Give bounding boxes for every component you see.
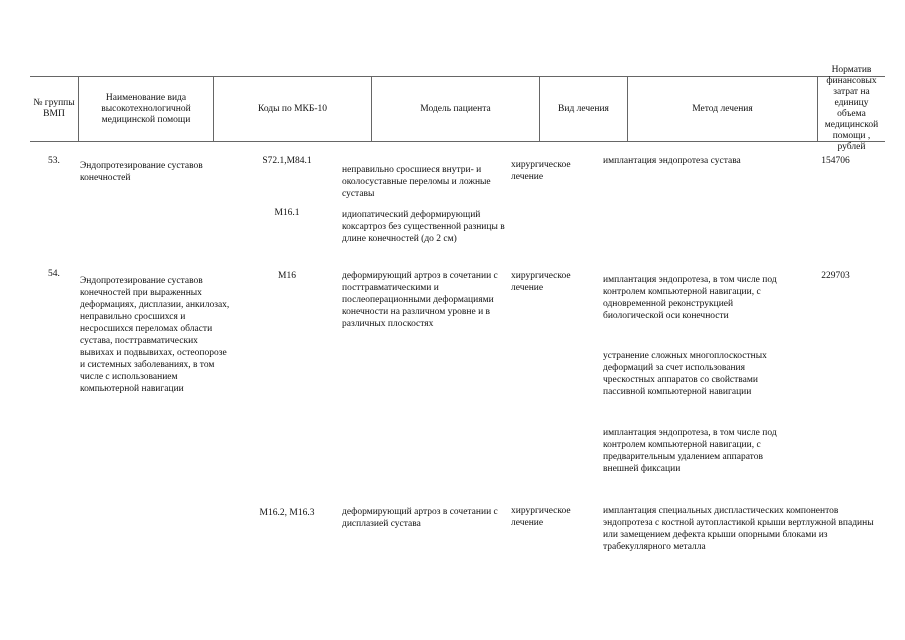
treatment-method: имплантация специальных диспластических компонентов эндопротеза с костной аутопластикой крыши вертлужной впадины или замещением дефекта крыши опорными блоками из трабекуллярного металла bbox=[603, 506, 874, 552]
treatment-method: устранение сложных многоплоскостных деформаций за счет использования чрескостных аппаратов со свойствами пассивной компьютерной навигации bbox=[603, 351, 767, 397]
patient-model: идиопатический деформирующий коксартроз без существенной разницы в длине конечностей (до 2 см) bbox=[342, 210, 505, 244]
header-cost-norm: Норматив финансовых затрат на единицу объема медицинской помощи , рублей bbox=[817, 77, 885, 141]
icd-code: M16.2, M16.3 bbox=[259, 508, 315, 518]
icd-code: M16.1 bbox=[274, 208, 300, 218]
header-patient-model: Модель пациента bbox=[371, 77, 539, 141]
care-name: Эндопротезирование суставов конечностей при выраженных деформациях, дисплазии, анкилозах, неправильно сросшихся и несросшихся переломах области сустава, посттравматических вывихах и подвывихах, остеопорозе и системных заболеваниях, в том числе с использованием компьютерной навигации bbox=[80, 276, 230, 394]
header-group-number: № группы ВМП bbox=[33, 98, 75, 119]
header-icd-codes: Коды по МКБ-10 bbox=[213, 77, 371, 141]
header-treatment-method: Метод лечения bbox=[627, 77, 817, 141]
icd-code: M16 bbox=[278, 271, 296, 281]
table-header bbox=[30, 65, 885, 152]
patient-model: деформирующий артроз в сочетании с дисплазией сустава bbox=[342, 507, 498, 529]
cost-norm: 154706 bbox=[821, 156, 850, 166]
treatment-type: хирургическое лечение bbox=[511, 271, 571, 293]
cost-norm: 229703 bbox=[821, 271, 850, 281]
header-care-name: Наименование вида высокотехнологичной медицинской помощи bbox=[78, 77, 213, 141]
patient-model: неправильно сросшиеся внутри- и околосуставные переломы и ложные суставы bbox=[342, 165, 491, 199]
treatment-type: хирургическое лечение bbox=[511, 160, 571, 182]
treatment-method: имплантация эндопротеза, в том числе под контролем компьютерной навигации, с предварительным удалением аппаратов внешней фиксации bbox=[603, 428, 777, 474]
icd-code: S72.1,M84.1 bbox=[262, 156, 312, 166]
row-number: 54. bbox=[48, 269, 60, 279]
patient-model: деформирующий артроз в сочетании с посттравматическими и послеоперационными деформациями конечности на различном уровне и в различных плоскостях bbox=[342, 271, 498, 329]
header-treatment-type: Вид лечения bbox=[539, 77, 627, 141]
row-number: 53. bbox=[48, 156, 60, 166]
care-name: Эндопротезирование суставов конечностей bbox=[80, 161, 203, 183]
treatment-method: имплантация эндопротеза сустава bbox=[603, 156, 741, 166]
treatment-type: хирургическое лечение bbox=[511, 506, 571, 528]
treatment-method: имплантация эндопротеза, в том числе под контролем компьютерной навигации, с одновременной реконструкцией биологической оси конечности bbox=[603, 275, 777, 321]
